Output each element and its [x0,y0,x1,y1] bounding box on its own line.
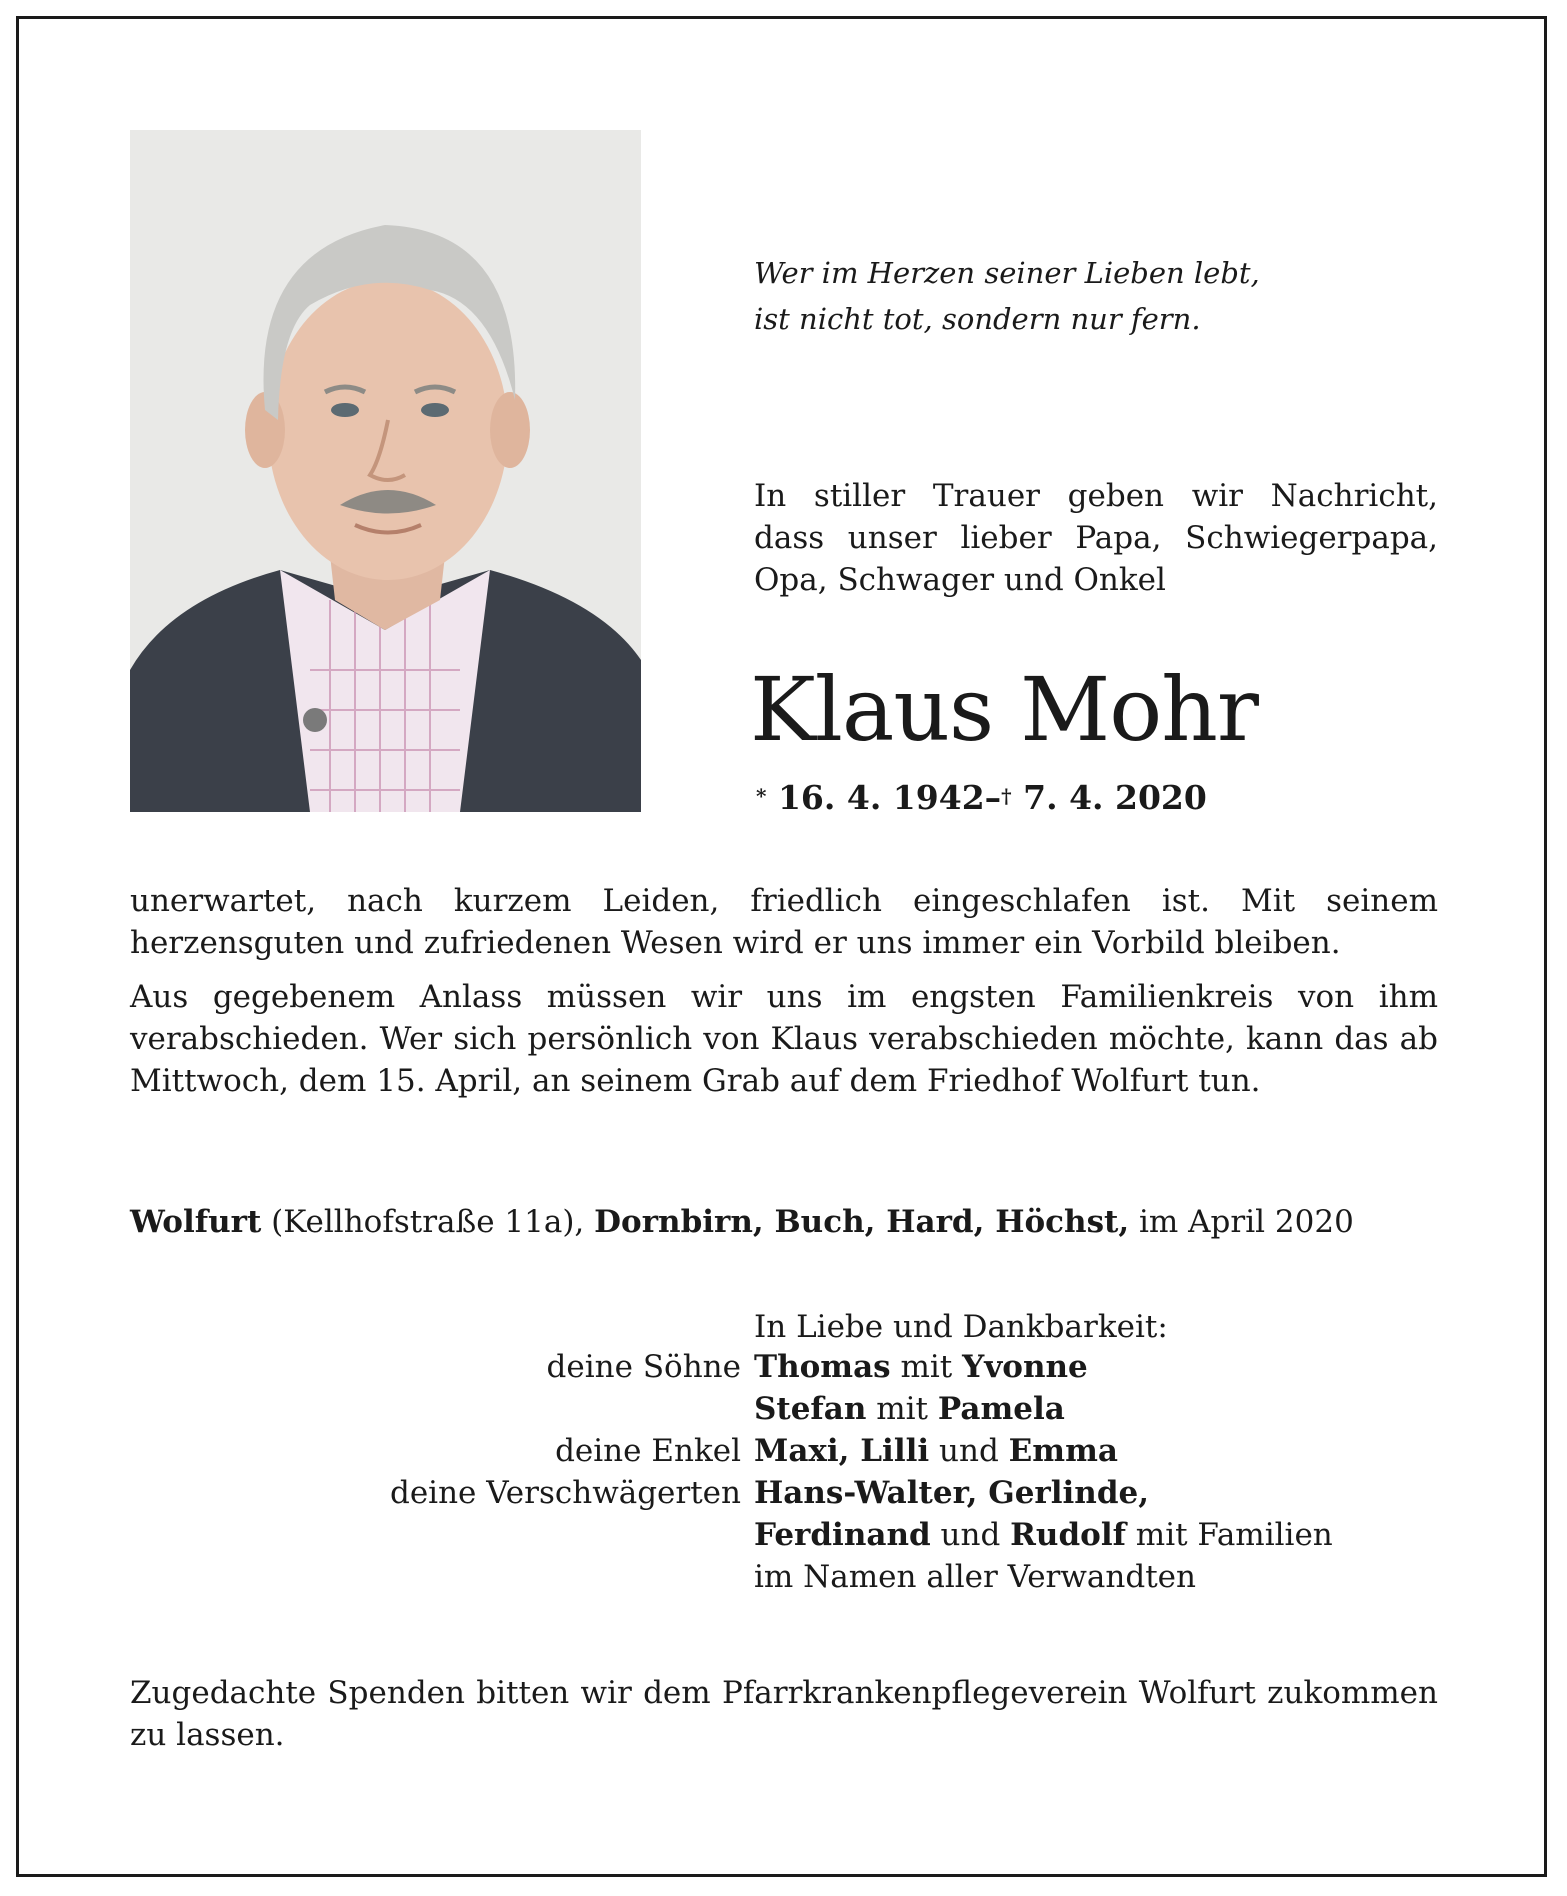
death-symbol: † [1001,784,1012,808]
mourners-row-inlaws [0,1472,1567,1514]
grandchildren-a: Maxi, Lilli [754,1433,930,1469]
mourners-list [0,1346,1567,1598]
son1-joiner: mit [900,1349,953,1385]
intro-line-3: Opa, Schwager und Onkel [754,562,1166,598]
mourners-row-sons [0,1346,1567,1388]
date-separator: – [984,778,1002,817]
relatives-line: im Namen aller Verwandten [754,1559,1196,1595]
mourners-row-son2 [0,1388,1567,1430]
place-other-towns: Dornbirn, Buch, Hard, Höchst, [594,1204,1130,1240]
portrait-photo [130,130,641,812]
mourners-row-relatives [0,1556,1567,1598]
intro-line-2: dass unser lieber Papa, Schwiegerpapa, [754,520,1438,556]
inlaws-a: Ferdinand [754,1517,931,1553]
son1-partner: Yvonne [962,1349,1088,1385]
birth-symbol: * [756,784,767,808]
mourners-row-inlaws-2 [0,1514,1567,1556]
death-date: 7. 4. 2020 [1023,778,1207,817]
sons-label: deine Söhne [546,1349,741,1385]
body-paragraph-1: unerwartet, nach kurzem Leiden, friedlich eingeschlafen ist. Mit seinem herzensguten und zufriedenen Wesen wird er uns immer ein Vorbild bleiben. [130,883,1438,961]
mourners-heading: In Liebe und Dankbarkeit: [754,1309,1168,1345]
son2-partner: Pamela [937,1391,1065,1427]
motto-line-1: Wer im Herzen seiner Lieben lebt, [754,256,1260,290]
son1-name: Thomas [754,1349,891,1385]
inlaws-joiner: und [940,1517,1001,1553]
inlaws-label: deine Verschwägerten [389,1475,741,1511]
place-date: im April 2020 [1139,1204,1354,1240]
inlaws-line-1: Hans-Walter, Gerlinde, [754,1475,1150,1511]
grandchildren-label: deine Enkel [555,1433,741,1469]
donation-note: Zugedachte Spenden bitten wir dem Pfarrkrankenpflegeverein Wolfurt zukommen zu lassen. [130,1675,1438,1753]
mourners-row-grandchildren [0,1430,1567,1472]
grandchildren-b: Emma [1008,1433,1118,1469]
motto-quote [754,250,1454,342]
place-line [130,1201,1354,1243]
body-paragraph-2: Aus gegebenem Anlass müssen wir uns im engsten Familienkreis von ihm verabschieden. Wer sich persönlich von Klaus verabschieden möchte, kann das ab Mittwoch, dem 15. April, an seinem Grab auf dem Friedhof Wolfurt tun. [130,979,1438,1099]
intro-line-1: In stiller Trauer geben wir Nachricht, [754,478,1438,514]
inlaws-suffix: mit Familien [1135,1517,1333,1553]
birth-date: 16. 4. 1942 [777,778,985,817]
inlaws-b: Rudolf [1010,1517,1126,1553]
place-town: Wolfurt [130,1204,262,1240]
son2-joiner: mit [876,1391,929,1427]
grandchildren-joiner: und [939,1433,999,1469]
life-dates [756,776,1207,824]
place-address: (Kellhofstraße 11a), [271,1204,585,1240]
portrait-image [130,130,641,812]
deceased-name: Klaus Mohr [750,658,1258,761]
motto-line-2: ist nicht tot, sondern nur fern. [754,302,1201,336]
son2-name: Stefan [754,1391,867,1427]
